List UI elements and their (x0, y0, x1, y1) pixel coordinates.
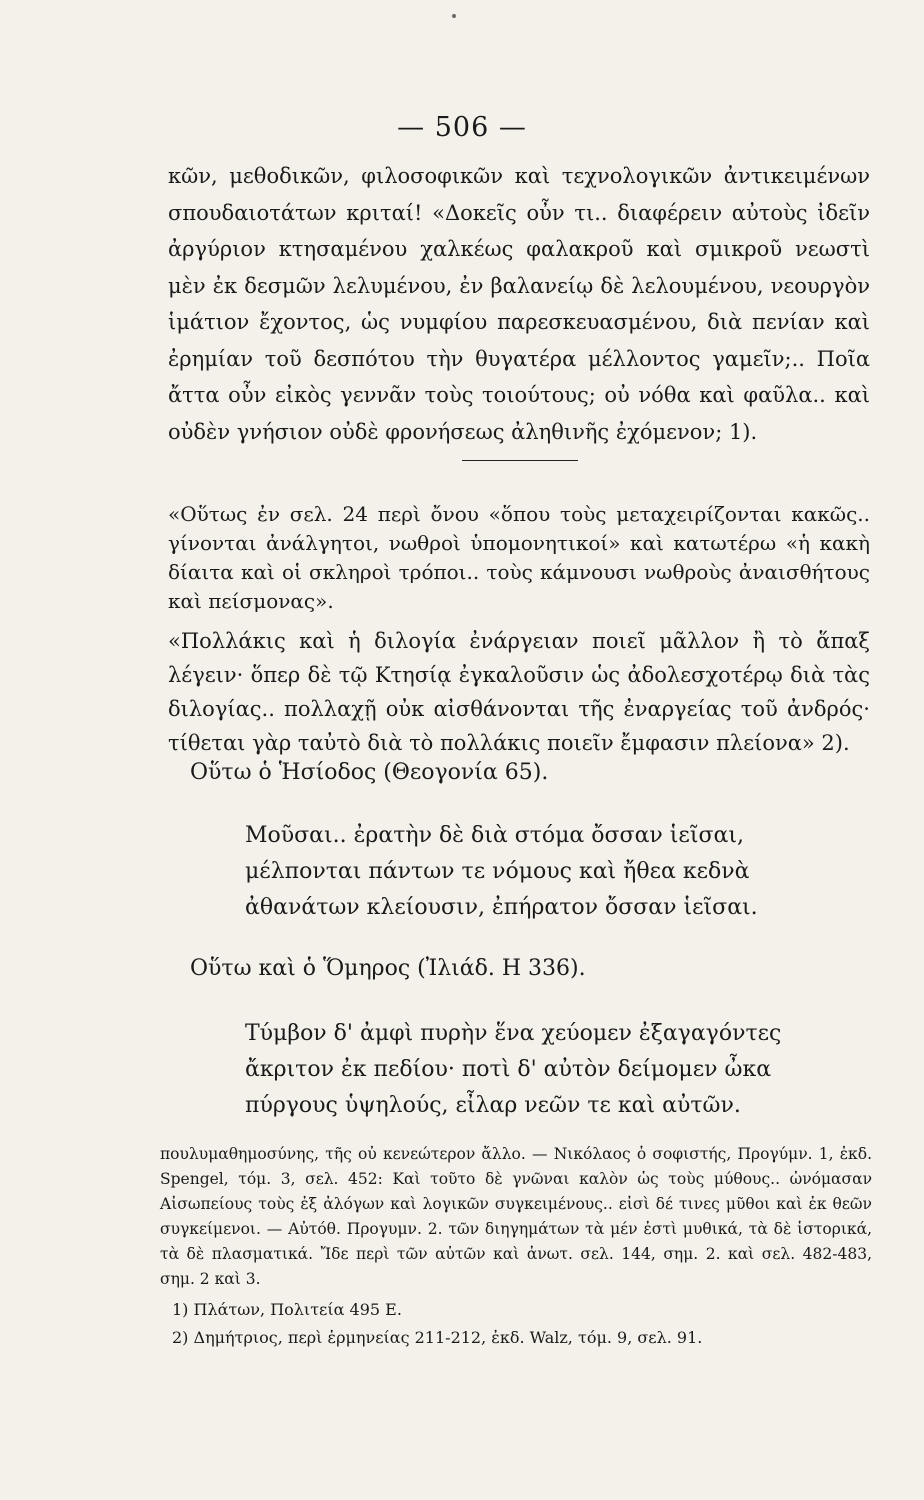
verse-line: ἀθανάτων κλείουσιν, ἐπήρατον ὄσσαν ἱεῖσαι. (245, 895, 758, 920)
section-divider (462, 460, 578, 461)
verse-line: ἄκριτον ἐκ πεδίου· ποτὶ δ' αὐτὸν δείμομεν ὦκα (245, 1057, 772, 1082)
homer-intro: Οὕτω καὶ ὁ Ὅμηρος (Ἰλιάδ. Η 336). (190, 956, 586, 981)
second-paragraph: «Οὕτως ἐν σελ. 24 περὶ ὄνου «ὅπου τοὺς μεταχειρίζονται κακῶς.. γίνονται ἀνάλγητοι, νωθροὶ ὑπομονητικοί» καὶ κατωτέρω «ἡ κακὴ δίαιτα καὶ οἱ σκληροὶ τρόποι.. τοὺς κάμνουσι νωθροὺς ἀναισθήτους καὶ πείσμονας». (168, 502, 870, 613)
hesiod-verse (245, 818, 805, 926)
footnote-1: 1) Πλάτων, Πολιτεία 495 Ε. (172, 1300, 402, 1319)
page-number: — 506 — (397, 112, 527, 143)
verse-line: Μοῦσαι.. ἐρατὴν δὲ διὰ στόμα ὄσσαν ἱεῖσαι, (245, 823, 744, 848)
homer-verse (245, 1016, 805, 1124)
verse-line: μέλπονται πάντων τε νόμους καὶ ἤθεα κεδνὰ (245, 859, 750, 884)
verse-line: πύργους ὑψηλούς, εἶλαρ νεῶν τε καὶ αὐτῶν. (245, 1093, 741, 1118)
ink-speck (452, 14, 456, 18)
opening-paragraph: κῶν, μεθοδικῶν, φιλοσοφικῶν καὶ τεχνολογικῶν ἀντικειμένων σπουδαιοτάτων κριταί! «Δοκεῖς οὖν τι.. διαφέρειν αὐτοὺς ἰδεῖν ἀργύριον κτησαμένου χαλκέως φαλακροῦ καὶ σμικροῦ νεωστὶ μὲν ἐκ δεσμῶν λελυμένου, ἐν βαλανείῳ δὲ λελουμένου, νεουργὸν ἱμάτιον ἔχοντος, ὡς νυμφίου παρεσκευασμένου, διὰ πενίαν καὶ ἐρημίαν τοῦ δεσπότου τὴν θυγατέρα μέλλοντος γαμεῖν;.. Ποῖα ἄττα οὖν εἰκὸς γεννᾶν τοὺς τοιούτους; οὐ νόθα καὶ φαῦλα.. καὶ οὐδὲν γνήσιον οὐδὲ φρονήσεως ἀληθινῆς ἐχόμενον; 1). (168, 164, 870, 444)
footnote-2: 2) Δημήτριος, περὶ ἑρμηνείας 211-212, ἐκδ. Walz, τόμ. 9, σελ. 91. (172, 1328, 703, 1347)
footnote-continuation: πουλυμαθημοσύνης, τῆς οὐ κενεώτερον ἄλλο. — Νικόλαος ὁ σοφιστής, Προγύμν. 1, ἐκδ. Spengel, τόμ. 3, σελ. 452: Καὶ τοῦτο δὲ γνῶναι καλὸν ὡς τοὺς μύθους.. ὠνόμασαν Αἰσωπείους τοὺς ἐξ ἀλόγων καὶ λογικῶν συγκειμένους.. εἰσὶ δέ τινες μῦθοι καὶ ἐκ θεῶν συγκείμενοι. — Αὐτόθ. Προγυμν. 2. τῶν διηγημάτων τὰ μέν ἐστὶ μυθικά, τὰ δὲ ἱστορικά, τὰ δὲ πλασματικά. Ἴδε περὶ τῶν αὐτῶν καὶ ἀνωτ. σελ. 144, σημ. 2. καὶ σελ. 482-483, σημ. 2 καὶ 3. (160, 1145, 872, 1288)
verse-line: Τύμβον δ' ἀμφὶ πυρὴν ἕνα χεύομεν ἐξαγαγόντες (245, 1021, 782, 1046)
hesiod-intro: Οὕτω ὁ Ἡσίοδος (Θεογονία 65). (190, 760, 549, 785)
third-paragraph: «Πολλάκις καὶ ἡ διλογία ἐνάργειαν ποιεῖ μᾶλλον ἢ τὸ ἅπαξ λέγειν· ὅπερ δὲ τῷ Κτησίᾳ ἐγκαλοῦσιν ὡς ἀδολεσχοτέρῳ διὰ τὰς διλογίας.. πολλαχῇ οὐκ αἰσθάνονται τῆς ἐναργείας τοῦ ἀνδρός· τίθεται γὰρ ταὐτὸ διὰ τὸ πολλάκις ποιεῖν ἔμφασιν πλείονα» 2). (168, 629, 870, 755)
